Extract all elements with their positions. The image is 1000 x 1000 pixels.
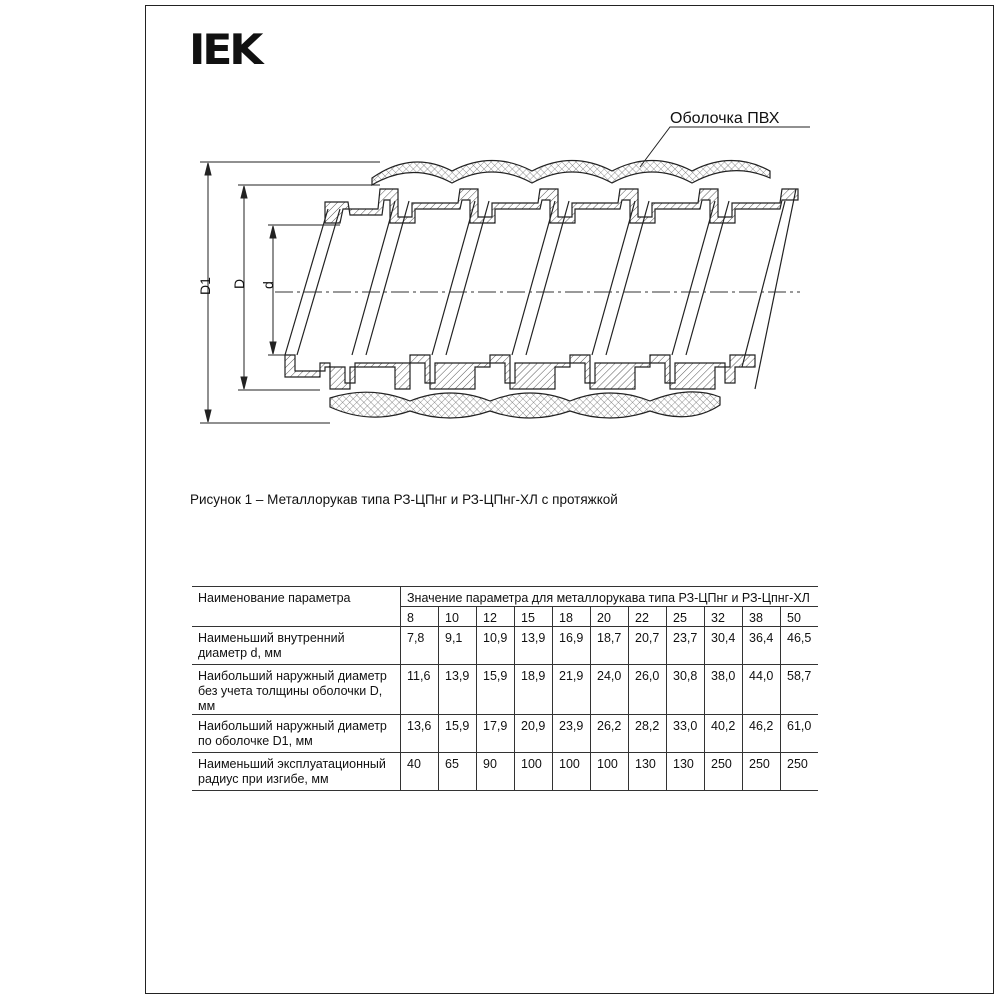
size-cell: 38 bbox=[743, 607, 781, 627]
value-cell: 15,9 bbox=[477, 665, 515, 715]
value-cell: 10,9 bbox=[477, 627, 515, 665]
dim-label-d1: D1 bbox=[197, 277, 213, 295]
value-cell: 26,0 bbox=[629, 665, 667, 715]
value-cell: 90 bbox=[477, 753, 515, 791]
value-cell: 40,2 bbox=[705, 715, 743, 753]
iek-logo: IEK bbox=[189, 25, 261, 74]
value-cell: 24,0 bbox=[591, 665, 629, 715]
value-cell: 7,8 bbox=[401, 627, 439, 665]
size-cell: 18 bbox=[553, 607, 591, 627]
row-name-cell: Наибольший наружный диаметр без учета толщины оболочки D, мм bbox=[192, 665, 401, 715]
upper-sheath bbox=[372, 161, 770, 186]
value-cell: 46,2 bbox=[743, 715, 781, 753]
value-cell: 100 bbox=[515, 753, 553, 791]
value-cell: 44,0 bbox=[743, 665, 781, 715]
row-name-cell: Наименьший эксплуатационный радиус при изгибе, мм bbox=[192, 753, 401, 791]
param-header-cell: Наименование параметра bbox=[192, 587, 401, 627]
value-cell: 9,1 bbox=[439, 627, 477, 665]
label-sheath: Оболочка ПВХ bbox=[670, 110, 780, 127]
value-cell: 130 bbox=[629, 753, 667, 791]
value-cell: 58,7 bbox=[781, 665, 819, 715]
value-cell: 130 bbox=[667, 753, 705, 791]
value-cell: 13,9 bbox=[515, 627, 553, 665]
table-row bbox=[192, 665, 818, 715]
value-cell: 36,4 bbox=[743, 627, 781, 665]
value-cell: 28,2 bbox=[629, 715, 667, 753]
value-cell: 40 bbox=[401, 753, 439, 791]
value-cell: 250 bbox=[705, 753, 743, 791]
hose-drawing bbox=[180, 105, 820, 435]
value-cell: 65 bbox=[439, 753, 477, 791]
lower-profile bbox=[285, 355, 755, 389]
value-cell: 33,0 bbox=[667, 715, 705, 753]
table-row bbox=[192, 753, 818, 791]
value-cell: 13,9 bbox=[439, 665, 477, 715]
value-cell: 23,9 bbox=[553, 715, 591, 753]
dim-label-d-inner: d bbox=[260, 281, 276, 289]
table-row bbox=[192, 627, 818, 665]
value-cell: 250 bbox=[781, 753, 819, 791]
size-cell: 25 bbox=[667, 607, 705, 627]
values-header-cell: Значение параметра для металлорукава типа РЗ-ЦПнг и РЗ-Цпнг-ХЛ bbox=[401, 587, 819, 607]
lower-sheath bbox=[330, 392, 720, 418]
value-cell: 250 bbox=[743, 753, 781, 791]
row-name-cell: Наименьший внутренний диаметр d, мм bbox=[192, 627, 401, 665]
value-cell: 38,0 bbox=[705, 665, 743, 715]
parameters-table bbox=[192, 586, 818, 791]
value-cell: 23,7 bbox=[667, 627, 705, 665]
size-cell: 8 bbox=[401, 607, 439, 627]
value-cell: 18,9 bbox=[515, 665, 553, 715]
size-cell: 10 bbox=[439, 607, 477, 627]
value-cell: 30,4 bbox=[705, 627, 743, 665]
value-cell: 20,7 bbox=[629, 627, 667, 665]
value-cell: 100 bbox=[591, 753, 629, 791]
size-cell: 32 bbox=[705, 607, 743, 627]
value-cell: 21,9 bbox=[553, 665, 591, 715]
value-cell: 13,6 bbox=[401, 715, 439, 753]
value-cell: 15,9 bbox=[439, 715, 477, 753]
table-row bbox=[192, 715, 818, 753]
size-cell: 12 bbox=[477, 607, 515, 627]
value-cell: 46,5 bbox=[781, 627, 819, 665]
size-cell: 20 bbox=[591, 607, 629, 627]
value-cell: 18,7 bbox=[591, 627, 629, 665]
value-cell: 26,2 bbox=[591, 715, 629, 753]
value-cell: 17,9 bbox=[477, 715, 515, 753]
value-cell: 16,9 bbox=[553, 627, 591, 665]
value-cell: 11,6 bbox=[401, 665, 439, 715]
value-cell: 61,0 bbox=[781, 715, 819, 753]
size-cell: 15 bbox=[515, 607, 553, 627]
row-name-cell: Наибольший наружный диаметр по оболочке D1, мм bbox=[192, 715, 401, 753]
value-cell: 30,8 bbox=[667, 665, 705, 715]
size-cell: 22 bbox=[629, 607, 667, 627]
value-cell: 100 bbox=[553, 753, 591, 791]
dim-label-d-outer: D bbox=[231, 278, 247, 289]
value-cell: 20,9 bbox=[515, 715, 553, 753]
size-cell: 50 bbox=[781, 607, 819, 627]
figure-caption: Рисунок 1 – Металлорукав типа РЗ-ЦПнг и РЗ-ЦПнг-ХЛ с протяжкой bbox=[190, 492, 618, 507]
table-header-row bbox=[192, 587, 818, 607]
